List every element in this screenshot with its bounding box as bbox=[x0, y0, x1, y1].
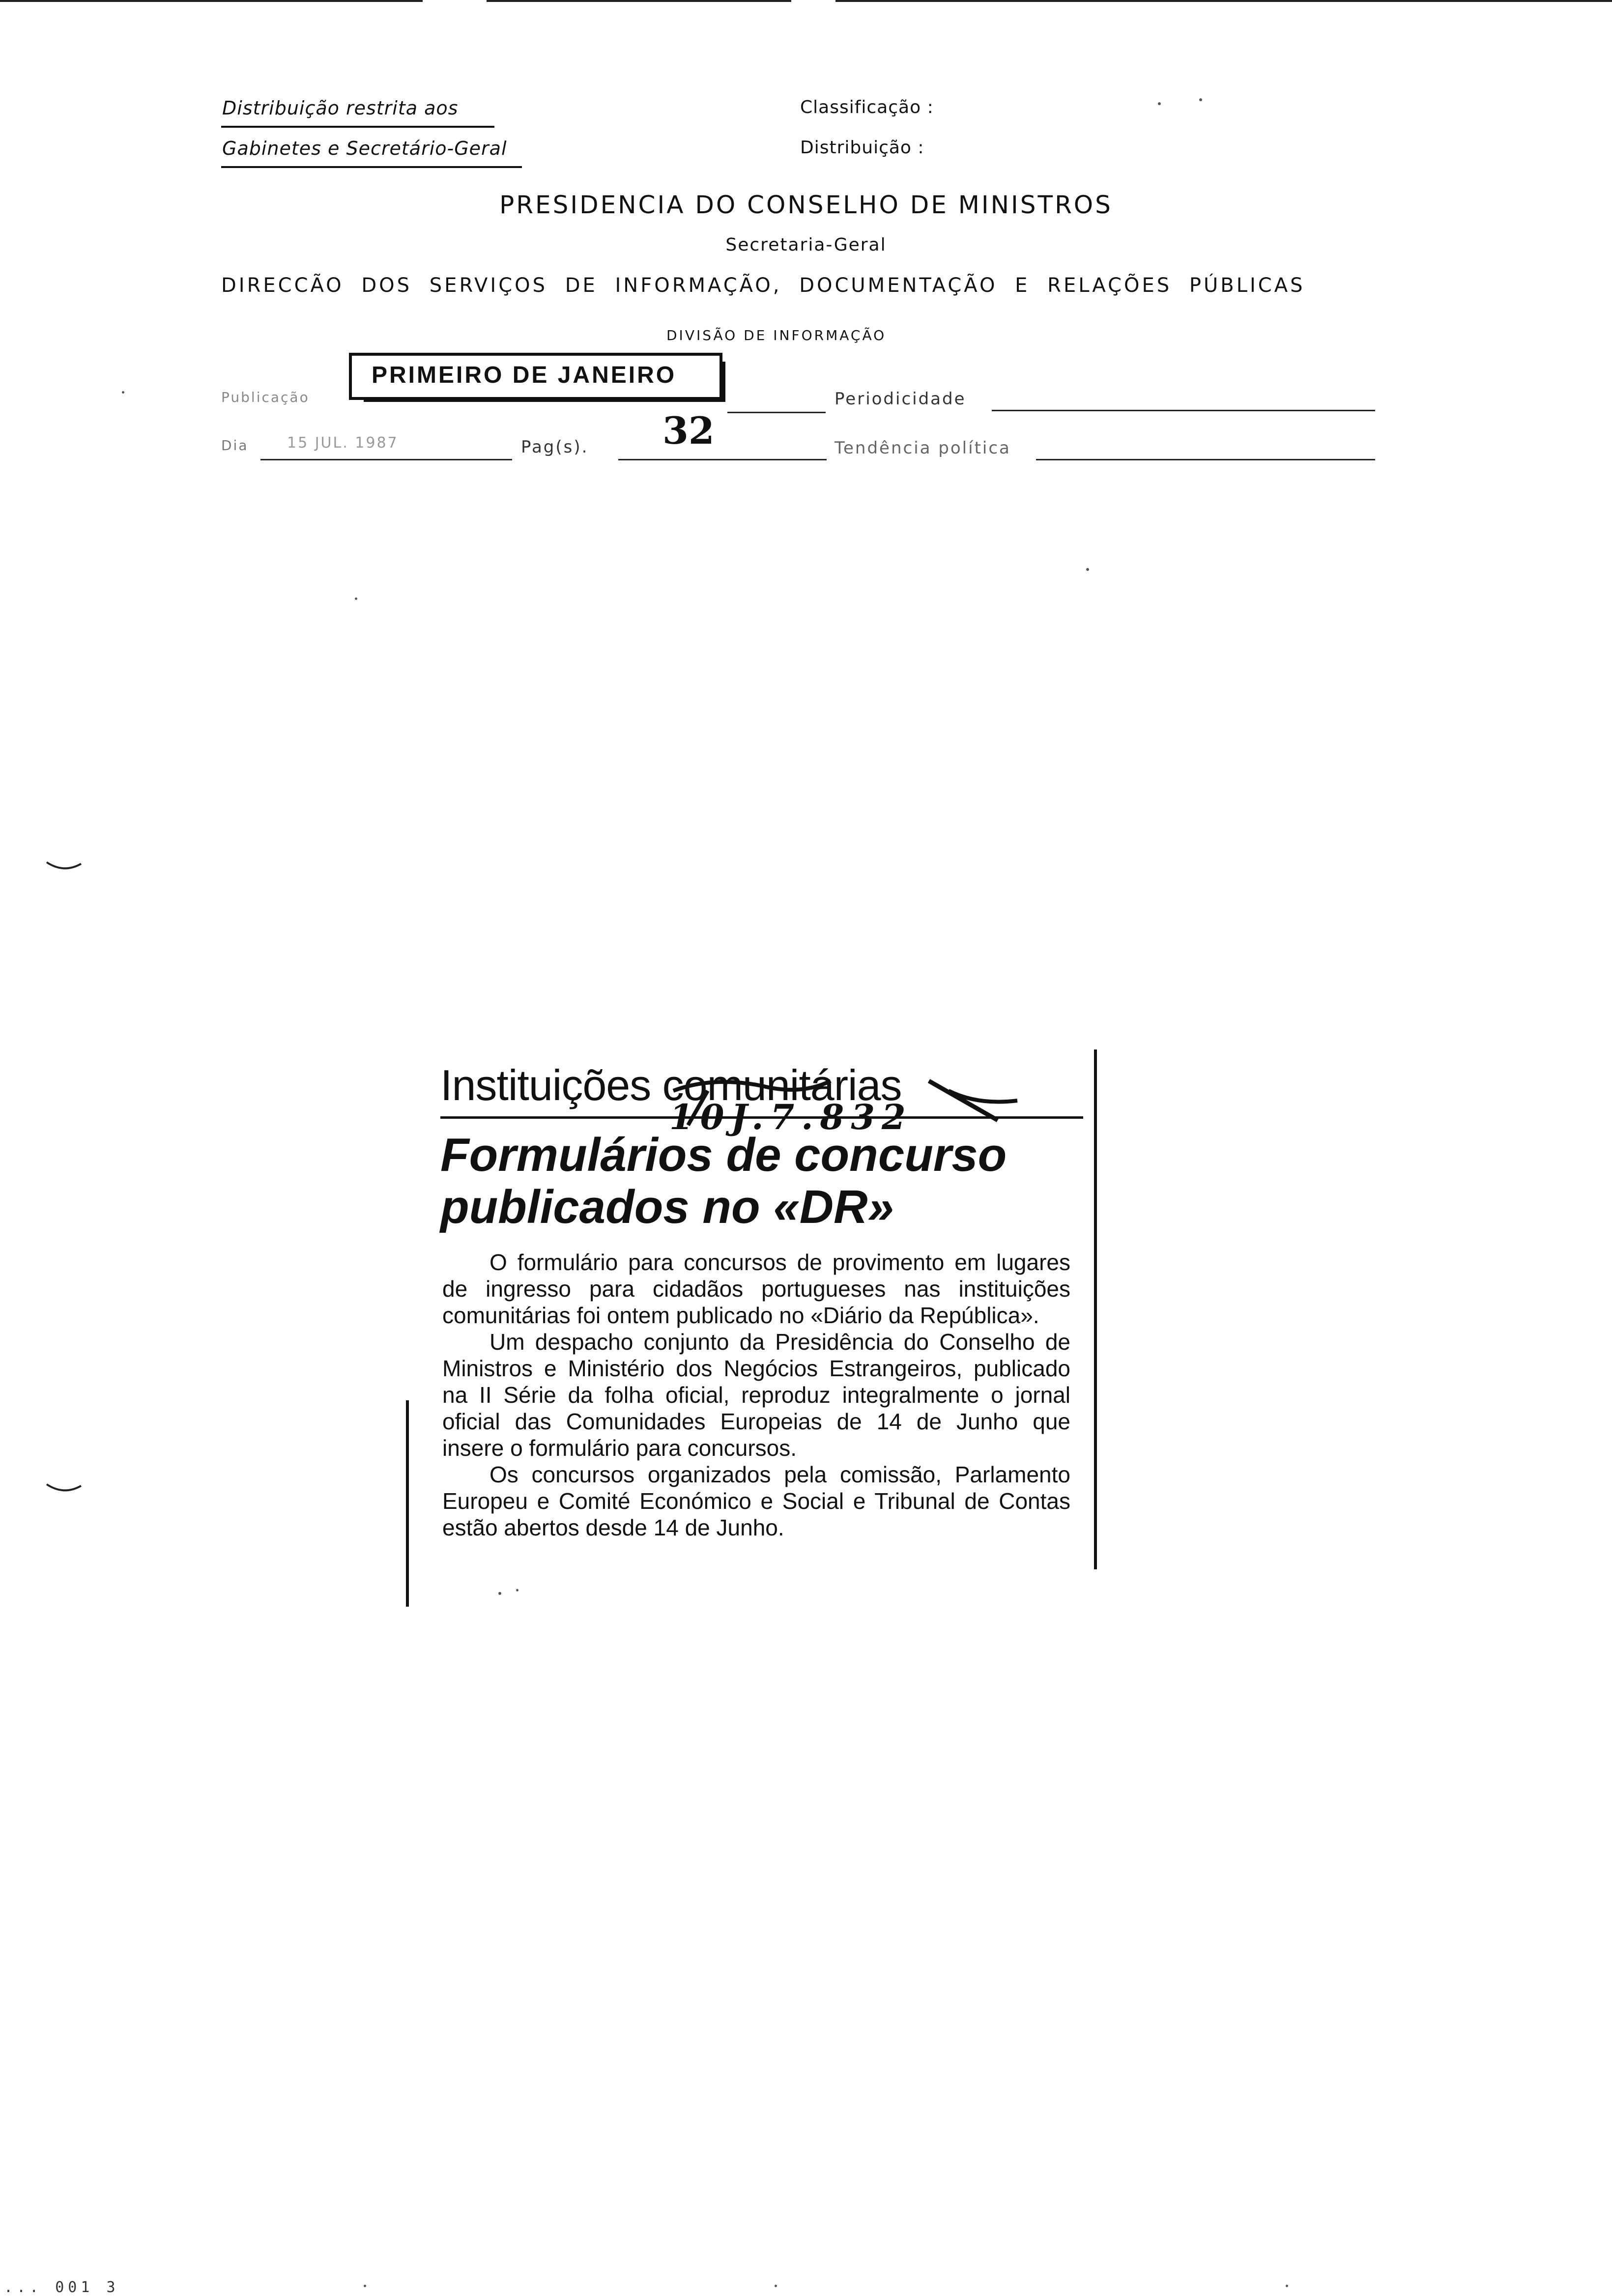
pags-value: 32 bbox=[662, 409, 715, 453]
article-paragraph: Um despacho conjunto da Presidência do Conselho de Ministros e Ministério dos Negócios Estrangeiros, publicado na II Série da folha oficial, reproduz integralmente o jornal oficial das Comunidades Europeias de 14 de Junho que insere o formulário para concursos. bbox=[442, 1329, 1070, 1461]
scan-edge-line bbox=[0, 0, 423, 2]
distribuicao-label: Distribuição : bbox=[800, 138, 924, 158]
classificacao-label: Classificação : bbox=[800, 97, 934, 117]
dia-field-line bbox=[260, 459, 512, 460]
scan-speck bbox=[1286, 2285, 1288, 2287]
article-paragraph: O formulário para concursos de provimento em lugares de ingresso para cidadãos portugueses nas instituições comunitárias foi ontem publicado no «Diário da República». bbox=[442, 1249, 1070, 1328]
handwritten-note: 10J.7.832 bbox=[669, 1097, 913, 1137]
scan-speck bbox=[364, 2285, 366, 2287]
punch-mark-icon bbox=[44, 1482, 84, 1497]
underline bbox=[221, 126, 494, 128]
scan-speck bbox=[1158, 102, 1161, 105]
restricted-distribution-line2: Gabinetes e Secretário-Geral bbox=[222, 138, 507, 159]
restricted-distribution-line1: Distribuição restrita aos bbox=[222, 97, 459, 119]
tendencia-label: Tendência política bbox=[835, 438, 1011, 458]
document-id: ... 001 3 bbox=[4, 2279, 119, 2296]
secretaria-subtitle: Secretaria-Geral bbox=[725, 235, 887, 255]
scan-speck bbox=[775, 2285, 777, 2287]
pags-field-line bbox=[618, 459, 827, 460]
publicacao-field-line bbox=[727, 412, 826, 413]
dia-label: Dia bbox=[221, 437, 249, 454]
tendencia-field-line bbox=[1036, 459, 1375, 460]
clipping-left-rule bbox=[406, 1400, 409, 1607]
scan-speck bbox=[516, 1589, 518, 1591]
headline-line1: Formulários de concurso bbox=[440, 1129, 1007, 1181]
scan-edge-line bbox=[835, 0, 1612, 2]
headline-line2: publicados no «DR» bbox=[440, 1181, 894, 1233]
publicacao-label: Publicação bbox=[221, 389, 310, 405]
scan-edge-line bbox=[487, 0, 791, 2]
periodicidade-label: Periodicidade bbox=[835, 389, 966, 409]
divisao-line: DIVISÃO DE INFORMAÇÃO bbox=[666, 327, 887, 343]
scan-speck bbox=[1086, 568, 1089, 571]
newspaper-stamp: PRIMEIRO DE JANEIRO bbox=[349, 353, 722, 400]
periodicidade-field-line bbox=[992, 410, 1375, 411]
clipping-right-rule bbox=[1094, 1049, 1097, 1569]
pags-label: Pag(s). bbox=[521, 437, 589, 457]
scan-speck bbox=[498, 1592, 501, 1595]
direccao-line: DIRECCÃO DOS SERVIÇOS DE INFORMAÇÃO, DOCUMENTAÇÃO E RELAÇÕES PÚBLICAS bbox=[221, 274, 1305, 297]
punch-mark-icon bbox=[44, 860, 84, 875]
underline bbox=[221, 166, 522, 168]
presidencia-title: PRESIDENCIA DO CONSELHO DE MINISTROS bbox=[499, 191, 1113, 219]
article-body bbox=[442, 1249, 1070, 1541]
article-paragraph: Os concursos organizados pela comissão, Parlamento Europeu e Comité Económico e Social e Tribunal de Contas estão abertos desde 14 de Junho. bbox=[442, 1462, 1070, 1540]
scan-speck bbox=[1199, 98, 1202, 101]
scan-speck bbox=[355, 597, 357, 600]
scan-speck bbox=[122, 391, 124, 394]
dia-value: 15 JUL. 1987 bbox=[287, 434, 399, 452]
article-kicker: Instituições comunitárias bbox=[440, 1061, 902, 1109]
